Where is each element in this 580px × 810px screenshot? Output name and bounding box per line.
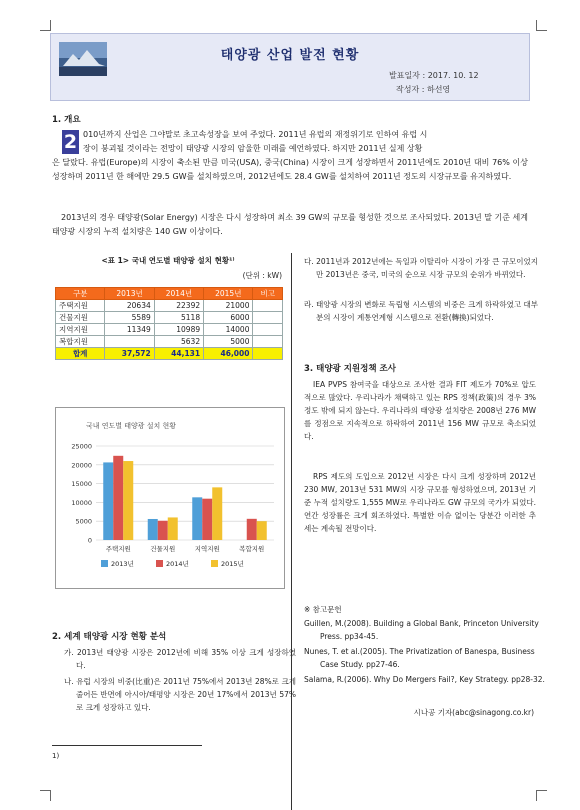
table-header-cell: 구분: [56, 288, 105, 300]
table-cell: [253, 324, 283, 336]
chart-bar: [168, 517, 178, 540]
policy-paragraph-2: RPS 제도의 도입으로 2012년 시장은 다시 크게 성장하며 2012년 230 MW, 2013년 531 MW의 시장 규모를 형성하였으며, 2013년 기준 누적 설치량도 1,555 MW로 우리나라도 GW 규모의 국가가 되었다. 연간 성장률은 크게 회조하였다. 특별한 이슈 없이는 당분간 이러한 추세는 계속될 전망이다.: [304, 472, 536, 533]
chart-bar: [192, 497, 202, 540]
legend-swatch: [101, 560, 108, 567]
y-tick-label: 20000: [71, 461, 92, 470]
table-header-row: [56, 288, 283, 300]
table-cell: 11349: [105, 324, 154, 336]
legend-swatch: [156, 560, 163, 567]
table-row: [56, 336, 283, 348]
table-header-cell: 비고: [253, 288, 283, 300]
x-tick-label: 주택지원: [105, 545, 131, 553]
publish-date: 발표일자 : 2017. 10. 12: [389, 71, 479, 80]
drop-cap: 2: [63, 131, 78, 153]
chart-bar: [103, 462, 113, 540]
crop-mark-bottom-left: [40, 790, 51, 801]
table-cell: [253, 336, 283, 348]
table-cell: 44,131: [154, 348, 203, 360]
table-cell: 5118: [154, 312, 203, 324]
table-header-cell: 2014년: [154, 288, 203, 300]
reference-item: Nunes, T. et al.(2005). The Privatization of Banespa, Business Case Study. pp27-46.: [304, 647, 535, 669]
table-header-cell: 2015년: [204, 288, 253, 300]
list-item-da: 다. 2011년과 2012년에는 독일과 이탈리아 시장이 가장 큰 규모이었지만 2013년은 중국, 미국의 순으로 시장 규모의 순위가 바뀌었다.: [304, 257, 538, 279]
table-cell: 20634: [105, 300, 154, 312]
table-cell: 22392: [154, 300, 203, 312]
x-tick-label: 지역지원: [194, 545, 220, 553]
table-cell: 46,000: [204, 348, 253, 360]
table-total-row: [56, 348, 283, 360]
table-cell: 지역지원: [56, 324, 105, 336]
chart-bar: [148, 519, 158, 540]
table-row: [56, 324, 283, 336]
footnote: 1): [52, 752, 60, 760]
document-title: 태양광 산업 발전 현황: [220, 48, 360, 63]
overview-line-1: 010년까지 산업은 그야말로 초고속성장을 보여 주었다. 2011년 유럽의 재정위기로 인하여 유럽 시: [83, 130, 428, 139]
chart-bar: [113, 456, 123, 540]
footnote-rule: [52, 745, 202, 746]
table-cell: 건물지원: [56, 312, 105, 324]
list-item-ga: 가. 2013년 태양광 시장은 2012년에 비해 35% 이상 크게 성장하였다.: [64, 648, 296, 670]
section-3-heading: 3. 태양광 지원정책 조사: [304, 364, 396, 374]
document-header: [50, 33, 530, 101]
table-cell: 복합지원: [56, 336, 105, 348]
table-cell: [253, 312, 283, 324]
column-divider: [291, 253, 292, 810]
chart-bar: [202, 499, 212, 540]
table-row: [56, 300, 283, 312]
table-caption: <표 1> 국내 연도별 태양광 설치 현황¹⁾: [101, 256, 235, 265]
reference-item: Salama, R.(2006). Why Do Mergers Fail?, Key Strategy. pp28-32.: [304, 675, 545, 684]
chart-bar: [123, 461, 133, 540]
references-heading: ※ 참고문헌: [304, 605, 342, 614]
chart-bar: [158, 521, 168, 540]
y-tick-label: 25000: [71, 442, 92, 451]
table-cell: 5000: [204, 336, 253, 348]
table-cell: [105, 336, 154, 348]
y-tick-label: 0: [87, 536, 92, 545]
legend-label: 2015년: [221, 560, 244, 568]
table-cell: 21000: [204, 300, 253, 312]
table-cell: 14000: [204, 324, 253, 336]
x-tick-label: 건물지원: [150, 545, 176, 553]
table-header-cell: 2013년: [105, 288, 154, 300]
bar-chart: [56, 408, 284, 588]
crop-mark-top-right: [536, 20, 547, 31]
section-2-heading: 2. 세계 태양광 시장 현황 분석: [52, 632, 167, 642]
policy-paragraph-1: IEA PVPS 참여국을 대상으로 조사한 결과 FIT 제도가 70%로 압도적으로 많았다. 우리나라가 채택하고 있는 RPS 정책(政策)의 경우 3% 정도 밖에 되지 않는다. 우리나라의 태양광 설치량은 2008년 276 MW를 정점으로 지속적으로 하락하여 2011년 156 MW 규모로 축소되었다.: [304, 380, 536, 441]
reporter-signature: 시나공 기자(abc@sinagong.co.kr): [413, 708, 534, 717]
crop-mark-top-left: [40, 20, 51, 31]
installation-table: [55, 287, 283, 360]
chart-bar: [247, 519, 257, 540]
chart-bar: [212, 487, 222, 540]
overview-line-2: 장이 붕괴될 것이라는 전망이 태양광 시장의 암울한 미래를 예언하였다. 하지만 2011년 실제 상황: [83, 144, 423, 153]
y-tick-label: 10000: [71, 498, 92, 507]
x-tick-label: 복합지원: [239, 545, 265, 553]
table-cell: [253, 348, 283, 360]
table-cell: 37,572: [105, 348, 154, 360]
list-item-ra: 라. 태양광 시장의 변화로 독립형 시스템의 비중은 크게 하락하였고 대부분의 시장이 계통연계형 시스템으로 전환(轉換)되었다.: [304, 300, 538, 322]
reference-item: Guillen, M.(2008). Building a Global Bank, Princeton University Press. pp34-45.: [304, 619, 539, 641]
author: 작성자 : 하선영: [396, 85, 451, 94]
table-cell: 6000: [204, 312, 253, 324]
chart-title: 국내 연도별 태양광 설치 현황: [86, 422, 177, 430]
list-item-na: 나. 유럽 시장의 비중(比重)은 2011년 75%에서 2013년 28%로 크게 줄어든 반면에 아시아/태평양 시장은 20년 17%에서 2013년 57%로 크게 성장하고 있다.: [64, 677, 296, 712]
legend-label: 2014년: [166, 560, 189, 568]
table-cell: 10989: [154, 324, 203, 336]
crop-mark-bottom-right: [536, 790, 547, 801]
table-cell: 합계: [56, 348, 105, 360]
table-unit: (단위 : kW): [242, 271, 282, 280]
chart-frame: [55, 407, 285, 589]
table-cell: 5589: [105, 312, 154, 324]
overview-paragraph-2: 2013년의 경우 태양광(Solar Energy) 시장은 다시 성장하며 최소 39 GW의 규모를 형성한 것으로 조사되었다. 2013년 말 기준 세계 태양광 시장의 누적 설치량은 140 GW 이상이다.: [52, 213, 528, 236]
table-cell: 주택지원: [56, 300, 105, 312]
y-tick-label: 5000: [75, 517, 92, 526]
legend-label: 2013년: [111, 560, 134, 568]
table-row: [56, 312, 283, 324]
table-cell: 5632: [154, 336, 203, 348]
legend-swatch: [211, 560, 218, 567]
y-tick-label: 15000: [71, 480, 92, 489]
section-1-heading: 1. 개요: [52, 115, 81, 125]
chart-bar: [257, 521, 267, 540]
overview-paragraph-1: 은 달랐다. 유럽(Europe)의 시장이 축소된 만큼 미국(USA), 중국(China) 시장이 크게 성장하면서 2011년에도 2010년 대비 76% 이상 성장하며 2011년 한 해에만 29.5 GW를 설치하였으며, 2012년에도 28.4 GW를 설치하여 2011년 정도의 시장규모를 유지하였다.: [52, 158, 528, 181]
table-cell: [253, 300, 283, 312]
